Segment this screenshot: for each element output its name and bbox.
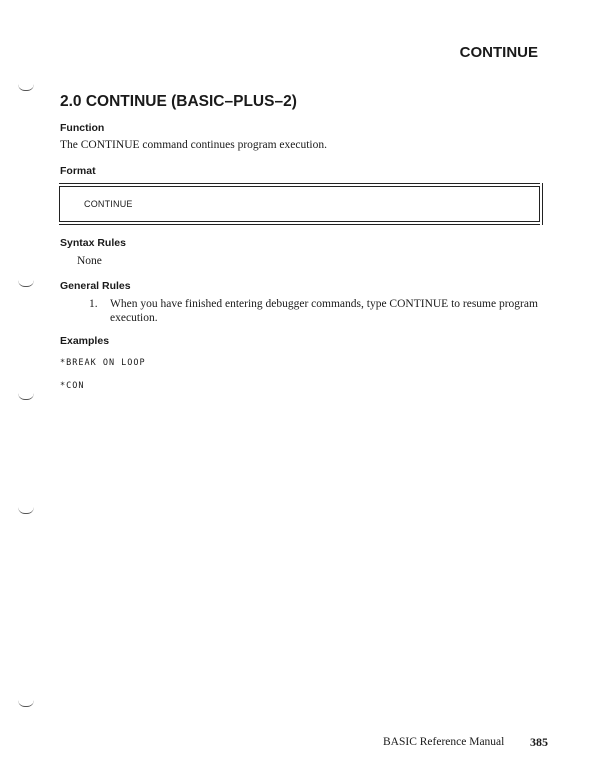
binder-hole-mark [18,700,34,707]
example-line: *CON [60,381,85,391]
binder-hole-mark [18,280,34,287]
binder-hole-mark [18,393,34,400]
running-header-title: CONTINUE [459,44,538,61]
syntax-rules-heading: Syntax Rules [60,237,126,249]
binder-hole-mark [18,507,34,514]
format-heading: Format [60,165,96,177]
syntax-rules-text: None [77,255,102,267]
footer-manual-title: BASIC Reference Manual [383,736,505,748]
function-text: The CONTINUE command continues program execution. [60,139,327,151]
function-heading: Function [60,122,105,134]
rule-text: When you have finished entering debugger commands, type CONTINUE to resume program execution. [110,298,538,324]
general-rules-heading: General Rules [60,280,131,292]
example-line: *BREAK ON LOOP [60,358,146,368]
format-box [59,186,540,222]
page-number: 385 [530,735,548,749]
rule-number: 1. [89,298,98,310]
binder-hole-mark [18,84,34,91]
section-title: 2.0 CONTINUE (BASIC–PLUS–2) [60,93,297,110]
format-syntax: CONTINUE [84,199,133,209]
examples-heading: Examples [60,335,110,347]
